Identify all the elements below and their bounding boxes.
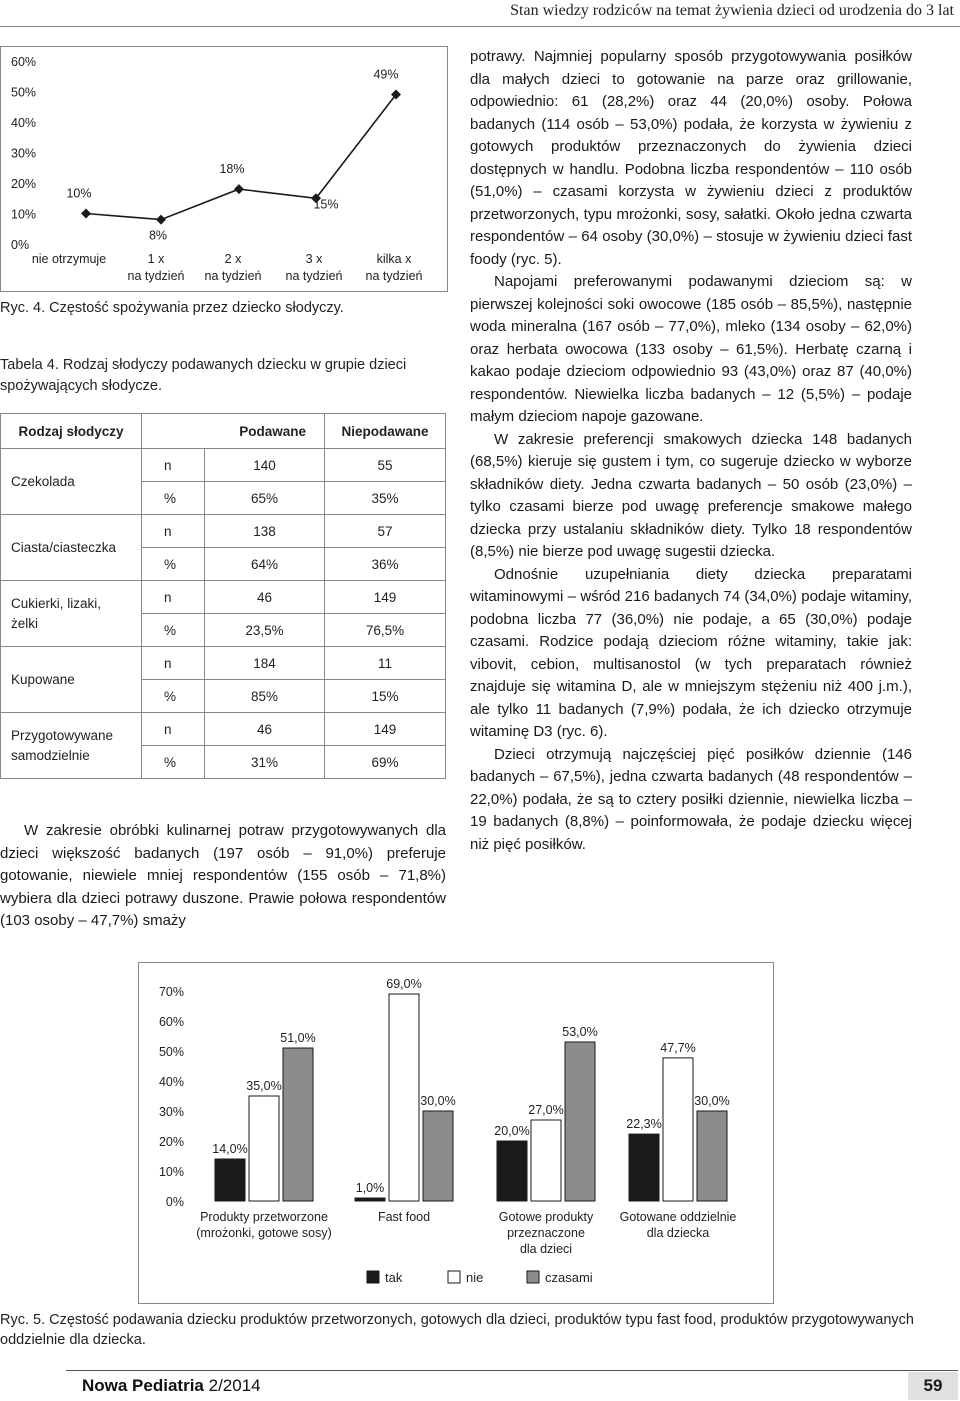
y-tick-label: 40% — [158, 1075, 184, 1089]
figure-4-line-chart — [1, 47, 447, 291]
y-tick-label: 40% — [11, 116, 37, 130]
x-tick-label: 3 x — [305, 252, 323, 266]
data-label: 53,0% — [562, 1025, 598, 1039]
x-tick-label: 2 x — [224, 252, 242, 266]
body-paragraph: W zakresie preferencji smakowych dziecka 148 badanych (68,5%) kieruje się gustem i tym, co sugeruje dziecko w wyborze składników diety. Jedna czwarta badanych – 50 osób (23,0%) – tylko czasami bierze pod uwagę preferencje smakowe małego dziecka przy ustalaniu składników diety. Tylko 18 respondentów (8,5%) nie bierze pod uwagę sugestii dziecka. — [470, 430, 912, 560]
table-row — [1, 713, 446, 746]
body-paragraph: Dzieci otrzymują najczęściej pięć posiłków dziennie (146 badanych – 67,5%), jedna czwarta badanych (48 respondentów – 22,0%) podała, że są to cztery posiłki dziennie, niewielka liczba – 19 badanych (8,8%) – poinformowała, że podaje dziecku więcej niż pięć posiłków. — [470, 745, 912, 853]
sweet-type-label: żelki — [11, 615, 39, 631]
table-cell-value: 31% — [205, 746, 325, 779]
sweet-type-label: Przygotowywane — [11, 727, 114, 743]
legend-swatch-czasami — [527, 1271, 539, 1283]
sweet-type-label: Czekolada — [11, 473, 75, 489]
table-cell-unit: % — [142, 482, 205, 515]
table-cell-value: 69% — [325, 746, 446, 779]
table-cell-unit: n — [142, 647, 205, 680]
x-tick-label: kilka x — [376, 252, 412, 266]
table-row — [1, 581, 446, 614]
figure-4-caption: Ryc. 4. Częstość spożywania przez dziecko słodyczy. — [0, 300, 344, 316]
table-cell-value: 57 — [325, 515, 446, 548]
figure-5-caption: Ryc. 5. Częstość podawania dziecku produktów przetworzonych, gotowych dla dzieci, produktów typu fast food, produktów przygotowywanych oddzielnie dla dziecka. — [0, 1312, 914, 1348]
body-paragraph: Napojami preferowanymi podawanymi dzieciom są: w pierwszej kolejności soki owocowe (185 osób – 85,5%), następnie woda mineralna (167 osób – 77,0%), mleko (134 osoby – 62,0%) oraz herbata owocowa (133 osoby – 61,5%). Herbatę czarną i kakao podaje dzieciom odpowiednio 93 (43,0%) oraz 87 (40,0%) respondentów. Niewielka liczba badanych – 12 (5,5%) – podaje małym dzieciom napoje gazowane. — [470, 273, 912, 425]
table-cell-value: 65% — [205, 482, 325, 515]
y-tick-label: 0% — [165, 1195, 184, 1209]
table-cell-value: 184 — [205, 647, 325, 680]
legend-label: czasami — [545, 1270, 593, 1285]
figure-5 — [138, 962, 774, 1304]
y-tick-label: 30% — [158, 1105, 184, 1119]
y-tick-label: 0% — [11, 238, 30, 252]
body-paragraph: potrawy. Najmniej popularny sposób przygotowywania posiłków dla małych dzieci to gotowanie na parze oraz grillowanie, odpowiednio: 61 (28,2%) oraz 44 (20,0%) osoby. Połowa badanych (114 osób – 53,0%) podała, że korzysta w żywieniu z gotowych produktów przeznaczonych do żywienia dzieci dostępnych w handlu. Podobna liczba respondentów – 110 osób (51,0%) – czasami korzysta w żywieniu dzieci z produktów przetworzonych, typu mrożonki, sosy, sałatki. Około jedna czwarta respondentów – 64 osoby (30,0%) – stosuje w żywieniu dzieci fast foody (ryc. 5). — [470, 48, 912, 268]
data-label: 18% — [219, 162, 245, 177]
y-tick-label: 10% — [158, 1165, 184, 1179]
x-tick-label: na tydzień — [365, 269, 423, 283]
y-tick-label: 20% — [158, 1135, 184, 1149]
table-header-given: Podawane — [142, 414, 325, 449]
y-tick-label: 60% — [158, 1015, 184, 1029]
legend-label: nie — [466, 1270, 484, 1285]
x-tick-label: dla dziecka — [646, 1226, 710, 1240]
table-4-caption: Tabela 4. Rodzaj słodyczy podawanych dziecku w grupie dzieci spożywających słodycze. — [0, 357, 407, 394]
table-cell-value: 76,5% — [325, 614, 446, 647]
bar-czasami — [697, 1111, 727, 1201]
table-row — [1, 647, 446, 680]
table-header-type: Rodzaj słodyczy — [1, 414, 142, 449]
left-paragraph: W zakresie obróbki kulinarnej potraw przygotowywanych dla dzieci większość badanych (197 osób – 91,0%) preferuje gotowanie, niewiele mniej respondentów (155 osób – 71,8%) wybiera dla dzieci potrawy duszone. Prawie połowa respondentów (103 osoby – 47,7%) smaży — [0, 822, 446, 929]
bar-czasami — [283, 1048, 313, 1201]
table-cell-sweet-type — [1, 581, 142, 647]
data-label: 10% — [66, 186, 92, 201]
table-row — [1, 449, 446, 482]
sweet-type-label: samodzielnie — [11, 747, 90, 763]
data-label: 47,7% — [660, 1040, 696, 1055]
data-label: 69,0% — [386, 977, 422, 991]
body-paragraph: Odnośnie uzupełniania diety dziecka preparatami witaminowymi – wśród 216 badanych 74 (34,0%) podaje witaminy, podobna liczba 77 (36,0%) nie podaje, a 65 (30,0%) podaje czasami. Rodzice podają dzieciom różne witaminy, takie jak: vibovit, cebion, multisanostol (w tych preparatach również znajduje się witamina D, ale w mniejszym stężeniu niż 400 j.m.), ale tylko 11 badanych (7,9%) podała, że ich dziecko otrzymuje witaminę D3 (ryc. 6). — [470, 565, 912, 740]
bar-nie — [531, 1120, 561, 1201]
journal-name — [82, 1376, 261, 1396]
journal-issue: 2/2014 — [208, 1376, 261, 1395]
table-row — [1, 515, 446, 548]
sweet-type-label: Kupowane — [11, 671, 75, 687]
figure-4 — [0, 46, 448, 292]
data-label: 14,0% — [212, 1142, 248, 1156]
running-head: Stan wiedzy rodziców na temat żywienia dzieci od urodzenia do 3 lat — [510, 2, 954, 19]
table-cell-value: 35% — [325, 482, 446, 515]
bar-tak — [497, 1141, 527, 1201]
x-tick-label: Gotowe produkty — [498, 1210, 594, 1224]
table-cell-value: 55 — [325, 449, 446, 482]
x-tick-label: na tydzień — [204, 269, 262, 283]
x-tick-label: (mrożonki, gotowe sosy) — [196, 1226, 332, 1240]
page-number: 59 — [908, 1372, 958, 1400]
table-cell-value: 85% — [205, 680, 325, 713]
table-cell-sweet-type — [1, 647, 142, 713]
x-tick-label: dla dzieci — [519, 1242, 573, 1256]
x-tick-label: przeznaczone — [507, 1226, 585, 1240]
bar-tak — [215, 1159, 245, 1201]
bar-nie — [389, 994, 419, 1201]
data-label: 1,0% — [355, 1181, 385, 1195]
y-tick-label: 50% — [158, 1045, 184, 1059]
table-4 — [0, 413, 446, 779]
data-label: 22,3% — [626, 1117, 662, 1132]
series-line — [86, 95, 396, 220]
sweet-type-label: Ciasta/ciasteczka — [11, 539, 117, 555]
figure-5-bar-chart — [139, 963, 773, 1303]
data-label: 8% — [148, 228, 168, 243]
y-tick-label: 10% — [11, 207, 37, 222]
header-rule — [0, 26, 960, 27]
data-label: 35,0% — [246, 1079, 282, 1093]
table-cell-unit: n — [142, 581, 205, 614]
table-cell-unit: n — [142, 713, 205, 746]
left-column-text — [0, 820, 446, 933]
legend-swatch-tak — [367, 1271, 379, 1283]
x-tick-label: na tydzień — [127, 269, 185, 283]
x-tick-label: 1 x — [147, 252, 165, 266]
bar-tak — [355, 1198, 385, 1201]
data-point-marker — [156, 215, 166, 225]
table-cell-unit: n — [142, 515, 205, 548]
table-cell-value: 46 — [205, 581, 325, 614]
table-cell-value: 138 — [205, 515, 325, 548]
y-tick-label: 20% — [11, 177, 37, 191]
data-label: 27,0% — [528, 1103, 564, 1117]
table-cell-sweet-type — [1, 713, 142, 779]
table-cell-unit: n — [142, 449, 205, 482]
table-cell-value: 15% — [325, 680, 446, 713]
data-label: 51,0% — [280, 1031, 316, 1045]
bar-czasami — [423, 1111, 453, 1201]
table-cell-value: 149 — [325, 713, 446, 746]
right-column-text — [470, 46, 912, 856]
table-cell-value: 64% — [205, 548, 325, 581]
data-label: 15% — [313, 197, 339, 212]
bar-czasami — [565, 1042, 595, 1201]
table-cell-sweet-type — [1, 515, 142, 581]
table-cell-value: 46 — [205, 713, 325, 746]
data-label: 30,0% — [694, 1094, 730, 1108]
y-tick-label: 50% — [11, 85, 37, 100]
legend-label: tak — [385, 1270, 403, 1285]
x-tick-label: Gotowane oddzielnie — [619, 1210, 737, 1224]
table-cell-unit: % — [142, 746, 205, 779]
sweet-type-label: Cukierki, lizaki, — [11, 595, 102, 611]
x-tick-label: Fast food — [377, 1210, 431, 1224]
table-cell-unit: % — [142, 548, 205, 581]
y-tick-label: 60% — [11, 55, 37, 69]
table-cell-unit: % — [142, 680, 205, 713]
journal-title: Nowa Pediatria — [82, 1376, 204, 1395]
x-tick-label: na tydzień — [285, 269, 343, 283]
table-4-body — [1, 449, 446, 779]
bar-nie — [249, 1096, 279, 1201]
table-cell-value: 11 — [325, 647, 446, 680]
data-point-marker — [81, 209, 91, 219]
table-header-not-given: Niepodawane — [325, 414, 446, 449]
data-point-marker — [234, 184, 244, 194]
data-label: 49% — [373, 67, 399, 82]
y-tick-label: 70% — [158, 985, 184, 999]
y-tick-label: 30% — [11, 146, 37, 161]
legend-swatch-nie — [448, 1271, 460, 1283]
x-tick-label: Produkty przetworzone — [200, 1210, 328, 1224]
data-label: 20,0% — [494, 1124, 530, 1138]
table-cell-unit: % — [142, 614, 205, 647]
table-cell-value: 36% — [325, 548, 446, 581]
bar-tak — [629, 1134, 659, 1201]
x-tick-label: nie otrzymuje — [31, 252, 107, 266]
table-cell-value: 23,5% — [205, 614, 325, 647]
table-cell-value: 140 — [205, 449, 325, 482]
bar-nie — [663, 1058, 693, 1201]
data-label: 30,0% — [420, 1094, 456, 1108]
table-cell-sweet-type — [1, 449, 142, 515]
table-cell-value: 149 — [325, 581, 446, 614]
